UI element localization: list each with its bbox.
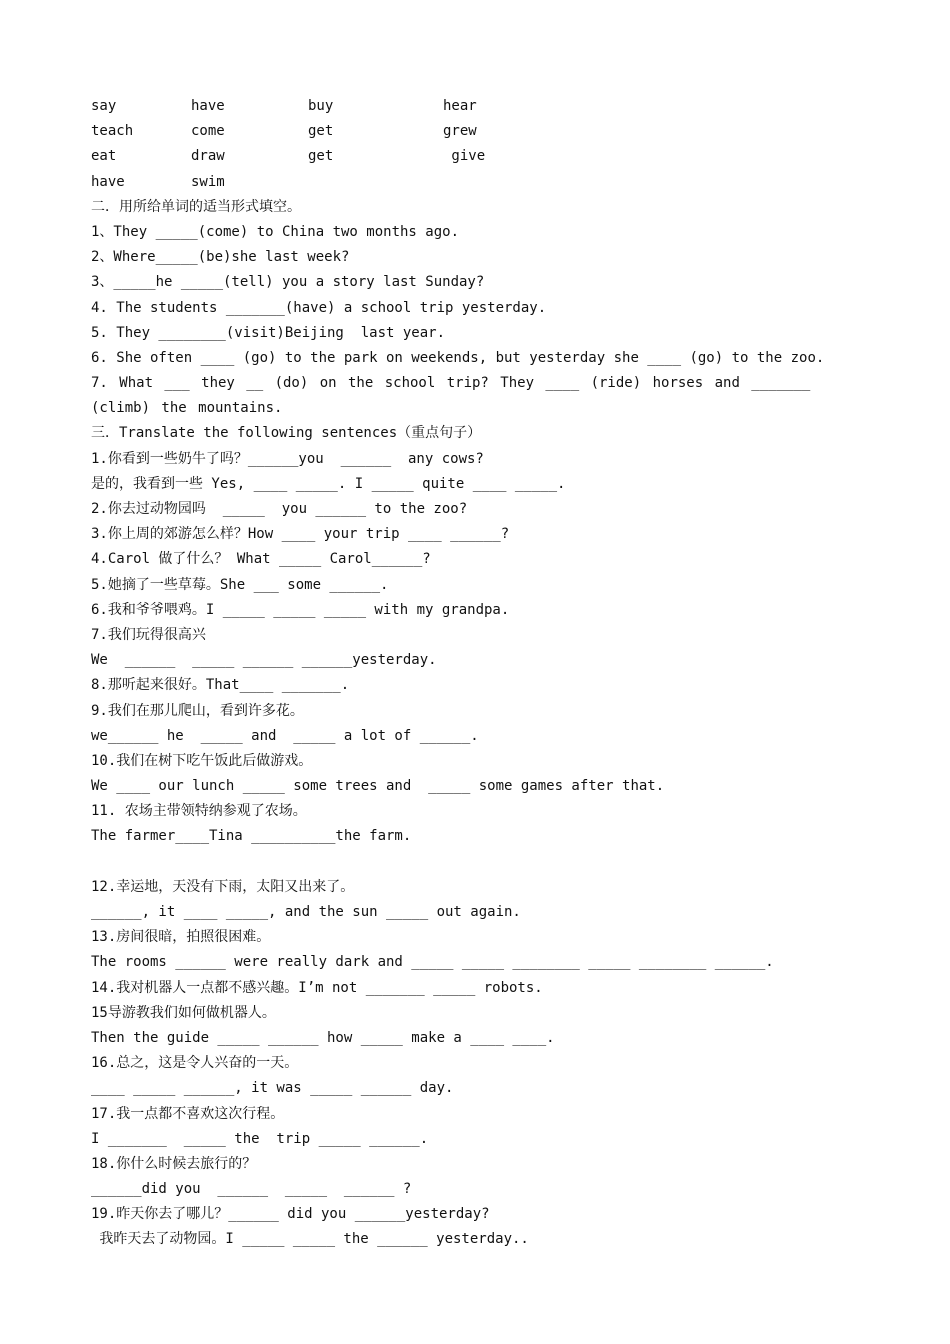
word-cell: come: [191, 123, 225, 140]
translate-line: 3.你上周的郊游怎么样？How ____ your trip ____ ______?: [91, 526, 510, 543]
word-cell: swim: [191, 173, 225, 190]
section-heading: 三．Translate the following sentences（重点句子）: [91, 425, 482, 442]
word-cell: [443, 170, 563, 195]
exercise-item: 1、They _____(come) to China two months ago.: [91, 223, 460, 240]
translate-line: ____ _____ ______, it was _____ ______ day.: [91, 1080, 454, 1097]
word-cell: have: [191, 98, 225, 114]
translate-line: 17.我一点都不喜欢这次行程。: [91, 1105, 285, 1122]
exercise-item: 5. They ________(visit)Beijing last year.: [91, 324, 446, 341]
translate-line: We ______ _____ ______ ______yesterday.: [91, 652, 437, 669]
translate-line: 1.你看到一些奶牛了吗？______you ______ any cows?: [91, 450, 484, 467]
word-cell: get: [308, 123, 334, 140]
translate-line: ______did you ______ _____ ______ ?: [91, 1181, 412, 1198]
exercise-item: 2、Where_____(be)she last week?: [91, 249, 350, 266]
translate-line: 5.她摘了一些草莓。She ___ some ______.: [91, 576, 389, 593]
translate-line: we______ he _____ and _____ a lot of ______.: [91, 727, 479, 744]
translate-line: 12.幸运地，天没有下雨，太阳又出来了。: [91, 878, 355, 895]
translate-line: ______, it ____ _____, and the sun _____ out again.: [91, 904, 521, 921]
translate-line: 2.你去过动物园吗 _____ you ______ to the zoo?: [91, 501, 468, 518]
word-grid-row: [91, 170, 866, 195]
translate-line: 19.昨天你去了哪儿？______ did you ______yesterday?: [91, 1206, 490, 1223]
translate-line: The rooms ______ were really dark and _____ _____ ________ _____ ________ ______.: [91, 954, 774, 971]
translate-line: 4.Carol 做了什么？ What _____ Carol______?: [91, 551, 431, 568]
translate-line: 14.我对机器人一点都不感兴趣。I’m not _______ _____ robots.: [91, 979, 543, 996]
word-grid-row: [91, 119, 866, 144]
word-grid-row: [91, 94, 866, 119]
section-fill-in: [91, 195, 866, 422]
translate-line: 6.我和爷爷喂鸡。I _____ _____ _____ with my grandpa.: [91, 601, 510, 618]
word-cell: draw: [191, 148, 225, 165]
translate-line: The farmer____Tina __________the farm.: [91, 828, 412, 845]
exercise-item: 4. The students _______(have) a school trip yesterday.: [91, 299, 547, 316]
section-heading: 二．用所给单词的适当形式填空。: [91, 198, 301, 215]
word-cell: grew: [443, 123, 477, 140]
worksheet-page: [91, 94, 866, 1253]
word-cell: eat: [91, 148, 117, 165]
word-grid-row: [91, 144, 866, 169]
translate-line: 9.我们在那儿爬山，看到许多花。: [91, 702, 304, 719]
word-cell: [308, 170, 443, 195]
word-cell: say: [91, 98, 117, 114]
translate-line: 7.我们玩得很高兴: [91, 626, 206, 643]
translate-line: 是的，我看到一些 Yes, ____ _____. I _____ quite ____ _____.: [91, 475, 566, 492]
word-cell: buy: [308, 98, 334, 114]
exercise-item: 6. She often ____ (go) to the park on weekends, but yesterday she ____ (go) to the zoo.: [91, 349, 825, 366]
word-cell: teach: [91, 123, 134, 140]
word-grid: [91, 94, 866, 195]
translate-line: 10.我们在树下吃午饭此后做游戏。: [91, 752, 313, 769]
word-cell: have: [91, 173, 125, 190]
blank-line: [91, 850, 866, 875]
translate-line: I _______ _____ the trip _____ ______.: [91, 1130, 429, 1147]
exercise-item: 3、_____he _____(tell) you a story last Sunday?: [91, 274, 485, 291]
section-translate: [91, 421, 866, 1252]
translate-line: 15导游教我们如何做机器人。: [91, 1004, 276, 1021]
exercise-item: 7. What ___ they __ (do) on the school trip? They ____ (ride) horses and _______ (climb) the mountains.: [91, 375, 822, 417]
translate-line: 16.总之，这是令人兴奋的一天。: [91, 1055, 299, 1072]
translate-line: Then the guide _____ ______ how _____ make a ____ ____.: [91, 1029, 555, 1046]
word-cell: hear: [443, 98, 477, 114]
translate-line: We ____ our lunch _____ some trees and _____ some games after that.: [91, 778, 665, 795]
translate-line: 我昨天去了动物园。I _____ _____ the ______ yesterday..: [91, 1231, 529, 1248]
translate-line: 13.房间很暗，拍照很困难。: [91, 929, 271, 946]
translate-line: 11. 农场主带领特纳参观了农场。: [91, 803, 307, 820]
translate-line: 8.那听起来很好。That____ _______.: [91, 677, 350, 694]
word-cell: give: [443, 148, 486, 165]
translate-line: 18.你什么时候去旅行的？: [91, 1155, 257, 1172]
word-cell: get: [308, 148, 334, 165]
